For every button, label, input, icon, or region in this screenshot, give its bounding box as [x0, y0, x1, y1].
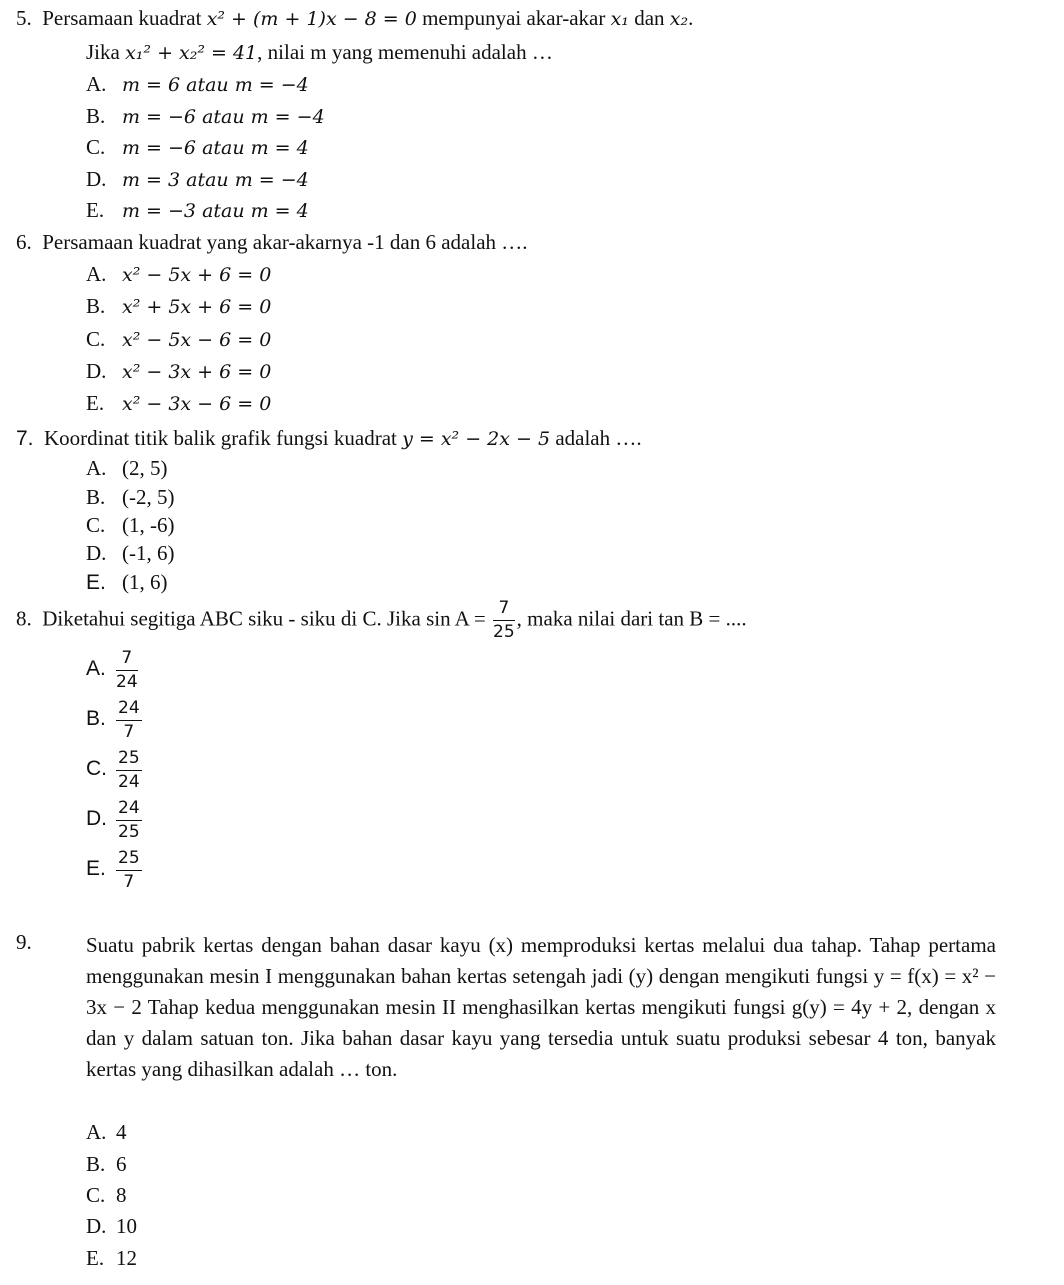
option-text: 6 — [116, 1152, 127, 1176]
question-5-dan: dan — [628, 6, 670, 30]
question-8-fraction — [493, 600, 515, 641]
fraction-denominator: 7 — [123, 722, 135, 742]
option-8e[interactable] — [86, 850, 144, 891]
option-text: x² − 5x + 6 = 0 — [122, 264, 272, 286]
question-7-text-post: adalah …. — [550, 426, 642, 450]
question-7-stem — [16, 426, 642, 451]
option-label: C. — [86, 513, 106, 537]
question-7-text: Koordinat titik balik grafik fungsi kuadrat — [44, 426, 403, 450]
option-text: 4 — [116, 1120, 127, 1144]
option-label: E. — [86, 571, 106, 594]
option-7b[interactable] — [86, 485, 174, 510]
option-text: (-2, 5) — [122, 485, 175, 509]
question-6-stem — [16, 230, 528, 255]
fraction-denominator: 25 — [493, 622, 515, 642]
question-9-paragraph: Suatu pabrik kertas dengan bahan dasar kayu (x) memproduksi kertas melalui dua tahap. Tahap pertama menggunakan mesin I menggunakan bahan kertas setengah jadi (y) dengan mengikuti fungsi y = f(x) = x² − 3x − 2 Tahap kedua menggunakan mesin II menghasilkan kertas mengikuti fungsi g(y) = 4y + 2, dengan x dan y dalam satuan ton. Jika bahan dasar kayu yang tersedia untuk suatu produksi sebesar 4 ton, banyak kertas yang dihasilkan adalah … ton. — [86, 933, 996, 1081]
question-8-text-post: , maka nilai dari tan B = .... — [516, 606, 747, 631]
option-7c[interactable] — [86, 513, 174, 538]
option-text: x² − 3x + 6 = 0 — [122, 361, 272, 383]
option-9d[interactable] — [86, 1214, 137, 1239]
question-6-text: Persamaan kuadrat yang akar-akarnya -1 dan 6 adalah …. — [42, 230, 528, 254]
question-5-x2: x₂ — [669, 8, 689, 30]
option-label: D. — [86, 807, 107, 831]
fraction-numerator: 7 — [493, 600, 515, 621]
option-7d[interactable] — [86, 541, 174, 566]
question-5-line2 — [86, 40, 553, 65]
option-8d[interactable] — [86, 800, 144, 841]
option-6a[interactable] — [86, 262, 271, 287]
option-text: x² − 5x − 6 = 0 — [122, 329, 272, 351]
question-8-stem — [16, 600, 747, 641]
option-fraction — [116, 750, 142, 791]
option-label: C. — [86, 757, 107, 781]
option-fraction — [116, 850, 142, 891]
question-5-prompt: , nilai m yang memenuhi adalah … — [257, 40, 553, 64]
option-label: B. — [86, 1152, 106, 1176]
option-label: A. — [86, 1120, 107, 1144]
question-5-x1: x₁ — [610, 8, 629, 30]
fraction-numerator: 24 — [116, 700, 142, 721]
question-9-number: 9. — [16, 930, 32, 954]
option-text: 8 — [116, 1183, 127, 1207]
option-text: m = −6 atau m = 4 — [122, 137, 309, 159]
option-fraction — [116, 650, 138, 691]
question-6-number: 6. — [16, 230, 32, 254]
option-text: x² + 5x + 6 = 0 — [122, 296, 272, 318]
option-7a[interactable] — [86, 456, 168, 481]
option-label: A. — [86, 262, 107, 286]
option-5c[interactable] — [86, 135, 309, 160]
option-label: B. — [86, 294, 106, 318]
fraction-denominator: 24 — [118, 772, 140, 792]
question-7-number: 7. — [16, 427, 34, 450]
question-5-text-mid: mempunyai akar-akar — [416, 6, 611, 30]
option-6c[interactable] — [86, 327, 271, 352]
question-8-text: Diketahui segitiga ABC siku - siku di C. Jika sin A = — [42, 606, 492, 631]
fraction-denominator: 25 — [118, 822, 140, 842]
question-5-line1 — [16, 6, 693, 31]
option-text: 12 — [116, 1246, 137, 1270]
question-5-jika: Jika — [86, 40, 126, 64]
option-9a[interactable] — [86, 1120, 127, 1145]
question-5-number: 5. — [16, 6, 32, 30]
option-text: m = −3 atau m = 4 — [122, 200, 309, 222]
option-5b[interactable] — [86, 104, 325, 129]
option-fraction — [116, 800, 142, 841]
option-label: E. — [86, 391, 105, 415]
option-6e[interactable] — [86, 391, 271, 416]
question-5-equation: x² + (m + 1)x − 8 = 0 — [206, 8, 417, 30]
option-text: (-1, 6) — [122, 541, 175, 565]
option-label: C. — [86, 327, 106, 351]
fraction-denominator: 7 — [123, 872, 135, 892]
option-label: D. — [86, 167, 107, 191]
option-text: 10 — [116, 1214, 137, 1238]
option-6b[interactable] — [86, 294, 271, 319]
option-label: B. — [86, 485, 106, 509]
option-label: E. — [86, 857, 106, 881]
option-label: C. — [86, 135, 106, 159]
question-8-number: 8. — [16, 606, 32, 631]
option-text: (1, -6) — [122, 513, 175, 537]
question-7-equation: y = x² − 2x − 5 — [402, 428, 551, 450]
question-5-period: . — [688, 6, 694, 30]
fraction-numerator: 25 — [116, 750, 142, 771]
option-8a[interactable] — [86, 650, 140, 691]
option-5a[interactable] — [86, 72, 309, 97]
fraction-denominator: 24 — [116, 672, 138, 692]
option-label: A. — [86, 72, 107, 96]
option-label: B. — [86, 104, 106, 128]
fraction-numerator: 24 — [116, 800, 142, 821]
option-text: x² − 3x − 6 = 0 — [122, 393, 272, 415]
option-text: (1, 6) — [122, 570, 168, 594]
option-7e[interactable] — [86, 570, 168, 595]
option-label: D. — [86, 541, 107, 565]
option-text: m = −6 atau m = −4 — [122, 106, 325, 128]
fraction-numerator: 7 — [116, 650, 138, 671]
fraction-numerator: 25 — [116, 850, 142, 871]
option-6d[interactable] — [86, 359, 271, 384]
question-5-condition: x₁² + x₂² = 41 — [125, 42, 258, 64]
option-text: (2, 5) — [122, 456, 168, 480]
option-label: A. — [86, 456, 107, 480]
option-8c[interactable] — [86, 750, 144, 791]
option-label: E. — [86, 1246, 105, 1270]
option-9b[interactable] — [86, 1152, 127, 1177]
option-label: D. — [86, 1214, 107, 1238]
option-5d[interactable] — [86, 167, 309, 192]
option-label: C. — [86, 1183, 106, 1207]
option-label: D. — [86, 359, 107, 383]
option-label: A. — [86, 657, 106, 681]
option-label: E. — [86, 198, 105, 222]
option-9c[interactable] — [86, 1183, 127, 1208]
option-text: m = 6 atau m = −4 — [122, 74, 309, 96]
option-text: m = 3 atau m = −4 — [122, 169, 309, 191]
option-9e[interactable] — [86, 1246, 137, 1271]
option-label: B. — [86, 707, 106, 731]
option-fraction — [116, 700, 142, 741]
question-5-text: Persamaan kuadrat — [42, 6, 207, 30]
option-8b[interactable] — [86, 700, 144, 741]
option-5e[interactable] — [86, 198, 309, 223]
